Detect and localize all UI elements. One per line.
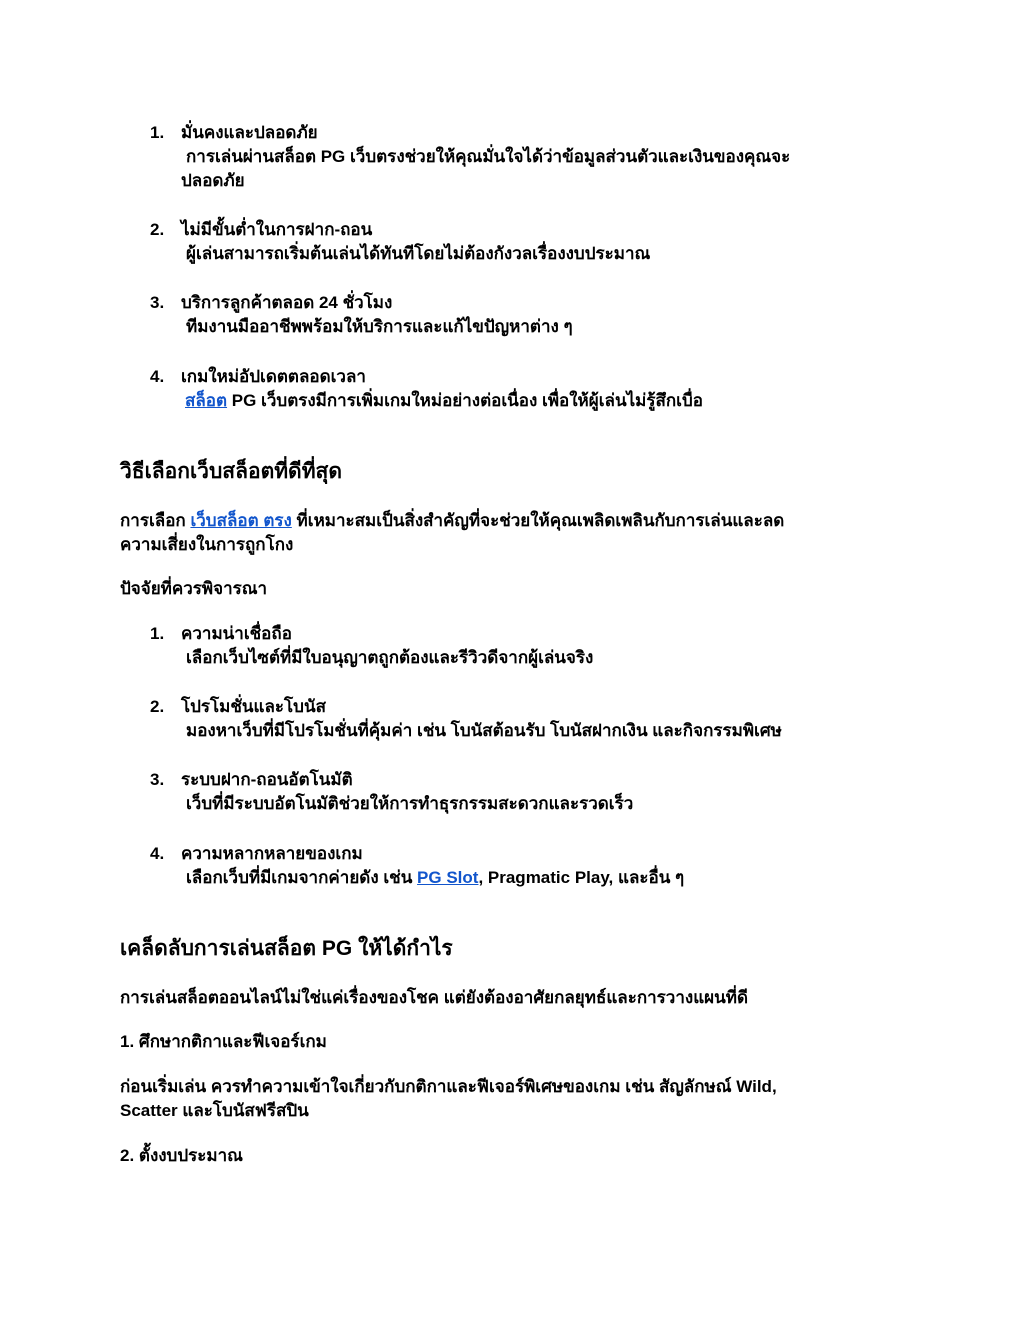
list-item-title: บริการลูกค้าตลอด 24 ชั่วโมง [181, 293, 393, 312]
list-item-title: ไม่มีขั้นต่ำในการฝาก-ถอน [181, 220, 373, 239]
list-number: 1. [150, 123, 165, 142]
list-item-desc: มองหาเว็บที่มีโปรโมชั่นที่คุ้มค่า เช่น โบนัสต้อนรับ โบนัสฝากเงิน และกิจกรรมพิเศษ [186, 721, 782, 740]
tip-desc: Scatter และโบนัสฟรีสปิน [120, 1101, 309, 1120]
intro-text: ที่เหมาะสมเป็นสิ่งสำคัญที่จะช่วยให้คุณเพลิดเพลินกับการเล่นและลด [291, 511, 785, 530]
section-intro: การเล่นสล็อตออนไลน์ไม่ใช่แค่เรื่องของโชค แต่ยังต้องอาศัยกลยุทธ์และการวางแผนที่ดี [120, 988, 748, 1007]
list-item-desc-text: เลือกเว็บที่มีเกมจากค่ายดัง เช่น [186, 868, 418, 887]
list-item-title: โปรโมชั่นและโบนัส [181, 697, 326, 716]
intro-text: การเลือก [120, 511, 191, 530]
list-item-desc: ผู้เล่นสามารถเริ่มต้นเล่นได้ทันทีโดยไม่ต้องกังวลเรื่องงบประมาณ [186, 244, 651, 263]
list-item-desc-text: , Pragmatic Play, และอื่น ๆ [478, 868, 685, 887]
list-item-desc [181, 390, 703, 412]
list-item-title: มั่นคงและปลอดภัย [181, 123, 318, 142]
list-item-desc [186, 867, 684, 889]
section-intro: ความเสี่ยงในการถูกโกง [120, 535, 294, 554]
factors-label: ปัจจัยที่ควรพิจารณา [120, 579, 268, 598]
tip-desc: ก่อนเริ่มเล่น ควรทำความเข้าใจเกี่ยวกับกติกาและฟีเจอร์พิเศษของเกม เช่น สัญลักษณ์ Wild, [120, 1077, 777, 1096]
list-item-title: ระบบฝาก-ถอนอัตโนมัติ [181, 770, 353, 789]
tip-title: 1. ศึกษากติกาและฟีเจอร์เกม [120, 1032, 327, 1051]
slot-link[interactable]: สล็อต [185, 391, 228, 410]
list-number: 2. [150, 697, 165, 716]
section-heading: วิธีเลือกเว็บสล็อตที่ดีที่สุด [120, 460, 342, 483]
list-item-desc: ทีมงานมืออาชีพพร้อมให้บริการและแก้ไขปัญหาต่าง ๆ [186, 317, 573, 336]
list-item-desc-text: PG เว็บตรงมีการเพิ่มเกมใหม่อย่างต่อเนื่อง เพื่อให้ผู้เล่นไม่รู้สึกเบื่อ [227, 391, 703, 410]
list-number: 3. [150, 770, 165, 789]
list-number: 4. [150, 367, 165, 386]
list-item-desc: ปลอดภัย [181, 171, 245, 190]
list-number: 1. [150, 624, 165, 643]
list-number: 2. [150, 220, 165, 239]
direct-slot-link[interactable]: เว็บสล็อต ตรง [190, 511, 292, 530]
list-item-desc: เลือกเว็บไซต์ที่มีใบอนุญาตถูกต้องและรีวิวดีจากผู้เล่นจริง [186, 648, 594, 667]
pg-slot-link[interactable]: PG Slot [417, 868, 479, 887]
list-number: 4. [150, 844, 165, 863]
list-number: 3. [150, 293, 165, 312]
section-intro [120, 510, 784, 532]
list-item-desc: เว็บที่มีระบบอัตโนมัติช่วยให้การทำธุรกรรมสะดวกและรวดเร็ว [186, 794, 634, 813]
tip-title: 2. ตั้งงบประมาณ [120, 1146, 243, 1165]
list-item-title: ความหลากหลายของเกม [181, 844, 363, 863]
list-item-title: เกมใหม่อัปเดตตลอดเวลา [181, 367, 366, 386]
section-heading: เคล็ดลับการเล่นสล็อต PG ให้ได้กำไร [120, 937, 453, 960]
list-item-desc: การเล่นผ่านสล็อต PG เว็บตรงช่วยให้คุณมั่นใจได้ว่าข้อมูลส่วนตัวและเงินของคุณจะ [186, 147, 791, 166]
list-item-title: ความน่าเชื่อถือ [181, 624, 292, 643]
